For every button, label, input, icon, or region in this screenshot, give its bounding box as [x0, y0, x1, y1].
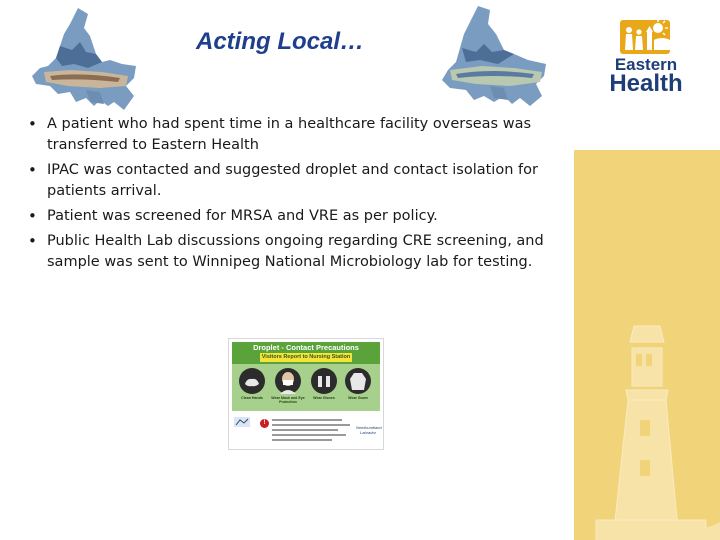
- poster-footer: [232, 413, 380, 446]
- poster-text-line: [272, 429, 338, 431]
- poster-header: [232, 342, 380, 364]
- newfoundland-map-left: [30, 6, 138, 112]
- poster-text-line: [272, 439, 332, 441]
- slide-title: Acting Local…: [195, 28, 364, 55]
- poster-caption: Wear Gown: [348, 396, 368, 400]
- poster-logo-left-icon: [234, 417, 250, 427]
- bullet-list: [24, 114, 554, 277]
- face-mask-icon: [275, 368, 301, 394]
- poster-subtitle: Visitors Report to Nursing Station: [261, 354, 351, 360]
- precautions-poster: [228, 338, 384, 450]
- logo-text-eastern: Eastern: [614, 55, 678, 74]
- poster-title: Droplet - Contact Precautions: [253, 343, 359, 352]
- poster-caption: Clean Hands: [241, 396, 263, 400]
- bullet-item: • A patient who had spent time in a healthcare facility overseas was transferred to Eastern Health: [24, 114, 554, 156]
- gloves-icon: [311, 368, 337, 394]
- poster-text-line: [272, 424, 350, 426]
- lighthouse-graphic: [574, 150, 720, 540]
- poster-caption: Wear Mask and Eye Protection: [271, 396, 305, 405]
- logo-mark-icon: [620, 14, 670, 56]
- hand-washing-icon: [239, 368, 265, 394]
- eastern-health-logo: [598, 14, 694, 97]
- gown-icon: [345, 368, 371, 394]
- logo-text-health: Health: [609, 70, 683, 97]
- poster-text-line: [272, 434, 346, 436]
- bullet-item: • IPAC was contacted and suggested droplet and contact isolation for patients arrival.: [24, 160, 554, 202]
- newfoundland-map-right: [438, 4, 548, 108]
- alert-icon: !: [260, 419, 269, 428]
- bullet-item: • Public Health Lab discussions ongoing regarding CRE screening, and sample was sent to Winnipeg National Microbiology lab for testing.: [24, 231, 554, 273]
- bullet-item: • Patient was screened for MRSA and VRE as per policy.: [24, 206, 554, 227]
- poster-caption: Wear Gloves: [313, 396, 335, 400]
- poster-text-line: [272, 419, 342, 421]
- poster-logo-right: Newfoundland Labrador: [356, 425, 382, 435]
